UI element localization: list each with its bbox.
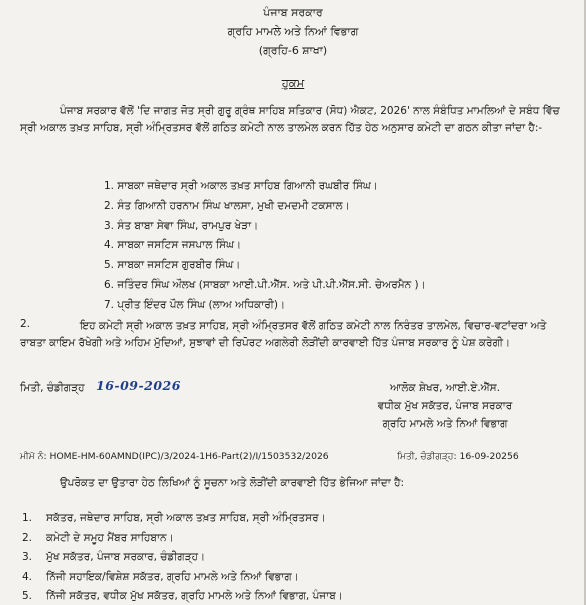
- signatory-designation: ਵਧੀਕ ਮੁੱਖ ਸਕੱਤਰ, ਪੰਜਾਬ ਸਰਕਾਰ: [377, 400, 513, 412]
- signatory-department: ਗ੍ਰਹਿ ਮਾਮਲੇ ਅਤੇ ਨਿਆਂ ਵਿਭਾਗ: [382, 418, 508, 430]
- header-department: ਗ੍ਰਹਿ ਮਾਮਲੇ ਅਤੇ ਨਿਆਂ ਵਿਭਾਗ: [227, 25, 359, 38]
- intro-paragraph: ਪੰਜਾਬ ਸਰਕਾਰ ਵੱਲੋਂ 'ਦਿ ਜਾਗਤ ਜੋਤ ਸ੍ਰੀ ਗੁਰੂ ਗ੍ਰੰਥ ਸਾਹਿਬ ਸਤਿਕਾਰ (ਸੋਧ) ਐਕਟ, 2026' ਨਾਲ ਸੰਬੰਧਿਤ ਮਾਮਲਿਆਂ ਦੇ ਸਬੰਧ ਵਿੱਚ ਸ੍ਰੀ ਅਕਾਲ ਤਖ਼ਤ ਸਾਹਿਬ, ਸ੍ਰੀ ਅੰਮ੍ਰਿਤਸਰ ਵੱਲੋਂ ਗਠਿਤ ਕਮੇਟੀ ਨਾਲ ਤਾਲਮੇਲ ਕਰਨ ਹਿੱਤ ਹੇਠ ਅਨੁਸਾਰ ਕਮੇਟੀ ਦਾ ਗਠਨ ਕੀਤਾ ਜਾਂਦਾ ਹੈ:-: [20, 105, 560, 134]
- order-title: ਹੁਕਮ: [281, 76, 305, 90]
- distribution-item: 2. ਕਮੇਟੀ ਦੇ ਸਮੂਹ ਮੈਂਬਰ ਸਾਹਿਬਾਨ।: [22, 531, 174, 544]
- handwritten-date: 16-09-2026: [96, 378, 181, 393]
- header-branch: (ਗ੍ਰਹਿ-6 ਸ਼ਾਖਾ): [258, 44, 328, 57]
- member-item: 3. ਸੰਤ ਬਾਬਾ ਸੇਵਾ ਸਿੰਘ, ਰਾਮਪੁਰ ਖੇੜਾ।: [104, 219, 259, 232]
- paragraph-number: 2.: [20, 318, 31, 330]
- member-item: 4. ਸਾਬਕਾ ਜਸਟਿਸ ਜਸਪਾਲ ਸਿੰਘ।: [104, 239, 242, 252]
- header-government: ਪੰਜਾਬ ਸਰਕਾਰ: [263, 6, 323, 19]
- distribution-item: 3. ਮੁੱਖ ਸਕੱਤਰ, ਪੰਜਾਬ ਸਰਕਾਰ, ਚੰਡੀਗੜ੍ਹ।: [22, 551, 206, 564]
- signatory-name: ਆਲੋਕ ਸ਼ੇਖਰ, ਆਈ.ਏ.ਐੱਸ.: [389, 382, 500, 394]
- member-item: 5. ਸਾਬਕਾ ਜਸਟਿਸ ਗੁਰਬੀਰ ਸਿੰਘ।: [104, 259, 241, 272]
- memo-number: ਮੀਮੋ ਨੰ: HOME-HM-60AMND(IPC)/3/2024-1H6-Part(2)/I/1503532/2026: [20, 451, 329, 462]
- member-item: 7. ਪ੍ਰੀਤ ਇੰਦਰ ਪੌਲ ਸਿੰਘ (ਲਾਅ ਅਧਿਕਾਰੀ)।: [104, 298, 286, 311]
- member-item: 1. ਸਾਬਕਾ ਜਥੇਦਾਰ ਸ੍ਰੀ ਅਕਾਲ ਤਖ਼ਤ ਸਾਹਿਬ ਗਿਆਨੀ ਰਘਬੀਰ ਸਿੰਘ।: [104, 180, 378, 192]
- distribution-list: [22, 509, 343, 605]
- distribution-item: 1. ਸਕੱਤਰ, ਜਥੇਦਾਰ ਸਾਹਿਬ, ਸ੍ਰੀ ਅਕਾਲ ਤਖ਼ਤ ਸਾਹਿਬ, ਸ੍ਰੀ ਅੰਮ੍ਰਿਤਸਰ।: [22, 512, 326, 524]
- date-label: ਮਿਤੀ, ਚੰਡੀਗੜ੍ਹ: [20, 382, 85, 394]
- distribution-item: 4. ਨਿੱਜੀ ਸਹਾਇਕ/ਵਿਸ਼ੇਸ਼ ਸਕੱਤਰ, ਗ੍ਰਹਿ ਮਾਮਲੇ ਅਤੇ ਨਿਆਂ ਵਿਭਾਗ।: [22, 570, 299, 583]
- member-list: [104, 177, 426, 316]
- forwarding-text: ਉਪਰੋਕਤ ਦਾ ਉਤਾਰਾ ਹੇਠ ਲਿਖਿਆਂ ਨੂੰ ਸੂਚਨਾ ਅਤੇ ਲੋੜੀਂਦੀ ਕਾਰਵਾਈ ਹਿੱਤ ਭੇਜਿਆ ਜਾਂਦਾ ਹੈ:: [60, 477, 405, 489]
- memo-date: ਮਿਤੀ, ਚੰਡੀਗੜ੍ਹ: 16-09-20256: [397, 451, 519, 462]
- signature-block: [330, 379, 560, 433]
- member-item: 6. ਜਤਿੰਦਰ ਸਿੰਘ ਔਲਖ (ਸਾਬਕਾ ਆਈ.ਪੀ.ਐੱਸ. ਅਤੇ ਪੀ.ਪੀ.ਐੱਸ.ਸੀ. ਚੇਅਰਮੈਨ )।: [104, 278, 426, 291]
- distribution-item: 5. ਨਿੱਜੀ ਸਕੱਤਰ, ਵਧੀਕ ਮੁੱਖ ਸਕੱਤਰ, ਗ੍ਰਹਿ ਮਾਮਲੇ ਅਤੇ ਨਿਆਂ ਵਿਭਾਗ, ਪੰਜਾਬ।: [22, 590, 343, 603]
- second-paragraph: ਇਹ ਕਮੇਟੀ ਸ੍ਰੀ ਅਕਾਲ ਤਖ਼ਤ ਸਾਹਿਬ, ਸ੍ਰੀ ਅੰਮ੍ਰਿਤਸਰ ਵੱਲੋਂ ਗਠਿਤ ਕਮੇਟੀ ਨਾਲ ਨਿਰੰਤਰ ਤਾਲਮੇਲ, ਵਿਚਾਰ-ਵਟਾਂਦਰਾ ਅਤੇ ਰਾਬਤਾ ਕਾਇਮ ਰੱਖੇਗੀ ਅਤੇ ਅਹਿਮ ਮੁੱਦਿਆਂ, ਸੁਝਾਵਾਂ ਦੀ ਰਿਪੋਰਟ ਅਗਲੇਰੀ ਲੋੜੀਂਦੀ ਕਾਰਵਾਈ ਹਿੱਤ ਪੰਜਾਬ ਸਰਕਾਰ ਨੂੰ ਪੇਸ਼ ਕਰੇਗੀ।: [20, 320, 547, 349]
- member-item: 2. ਸੰਤ ਗਿਆਨੀ ਹਰਨਾਮ ਸਿੰਘ ਖਾਲਸਾ, ਮੁਖੀ ਦਮਦਮੀ ਟਕਸਾਲ।: [104, 199, 350, 212]
